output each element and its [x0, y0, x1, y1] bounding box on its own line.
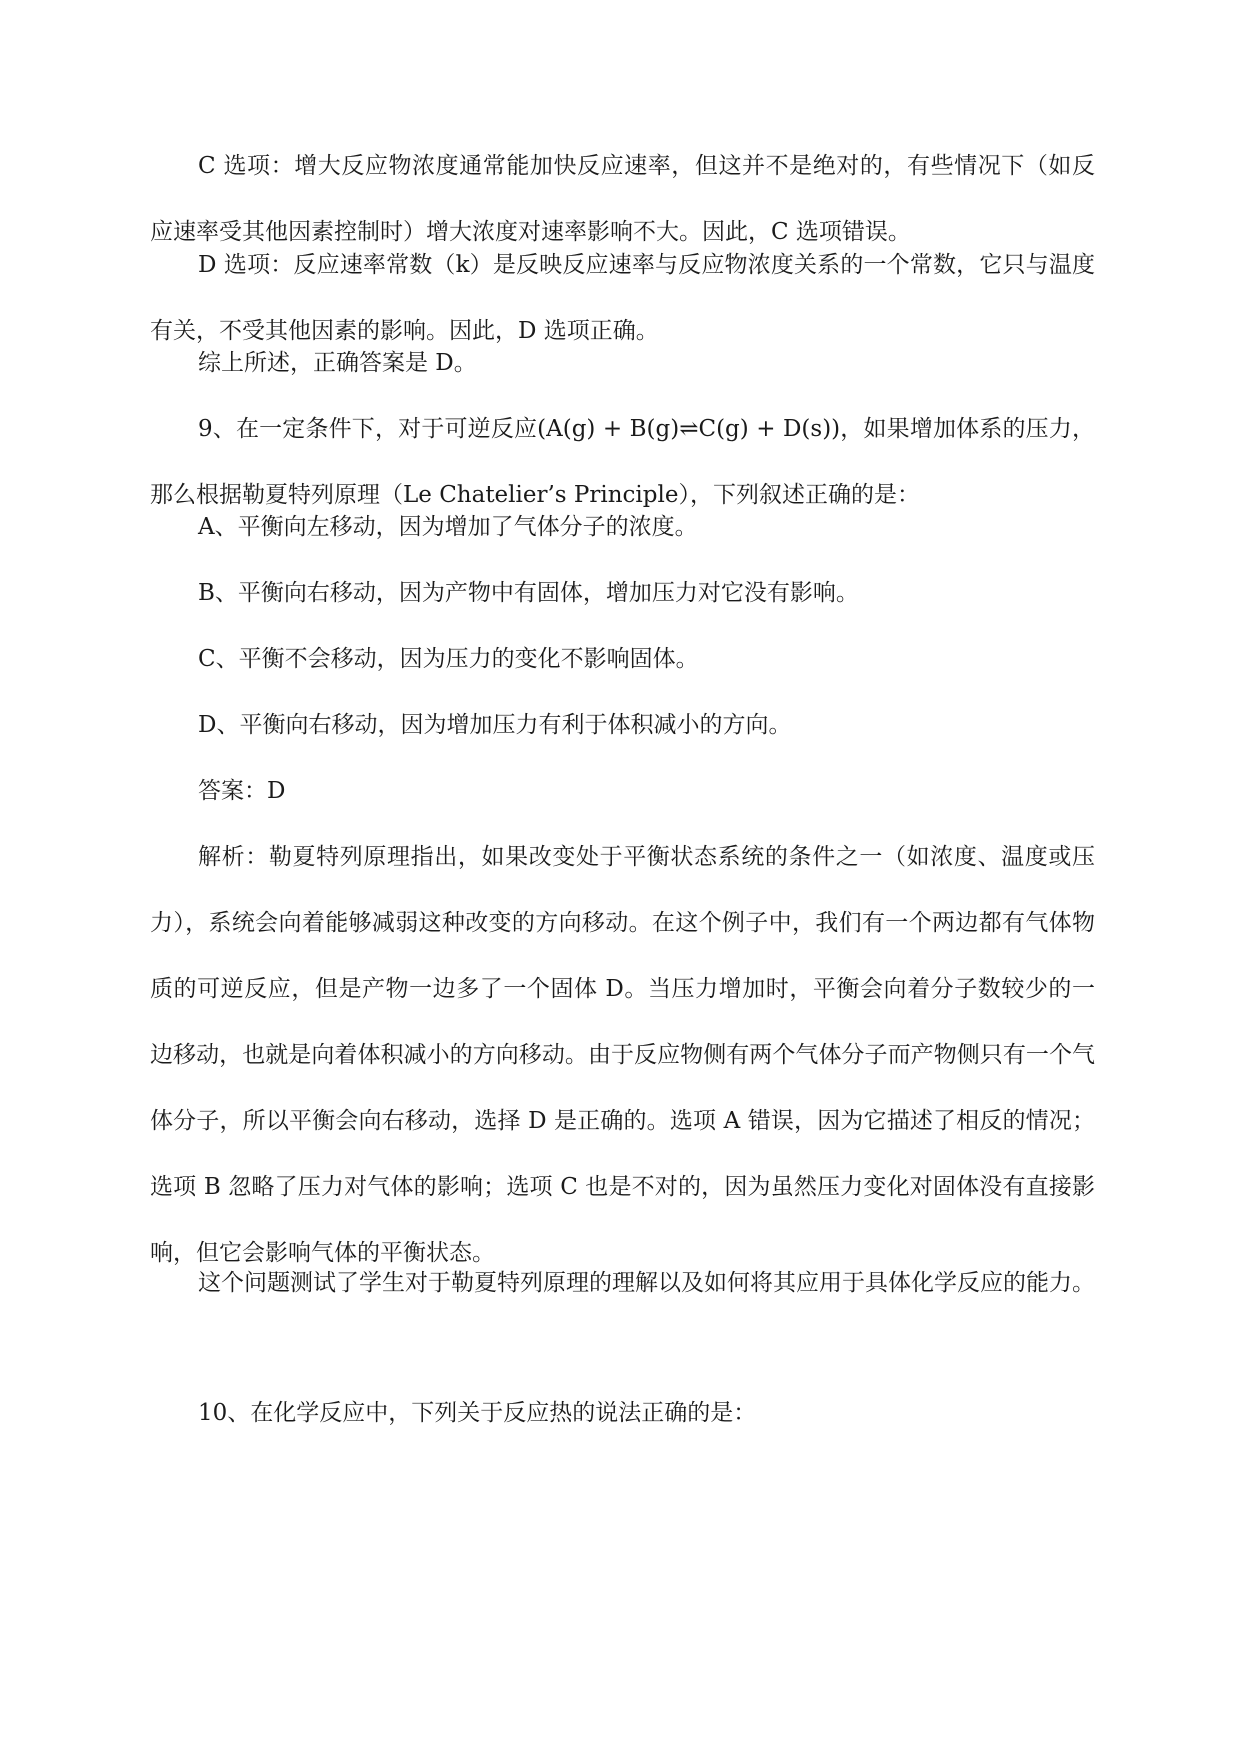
- question-9-stem: 9、在一定条件下，对于可逆反应(A(g) + B(g)⇌C(g) + D(s))，如果增加体系的压力，那么根据勒夏特列原理（Le Chatelier’s Principle），下列叙述正确的是：: [150, 416, 1095, 508]
- question-9-analysis: 解析：勒夏特列原理指出，如果改变处于平衡状态系统的条件之一（如浓度、温度或压力），系统会向着能够减弱这种改变的方向移动。在这个例子中，我们有一个两边都有气体物质的可逆反应，但是产物一边多了一个固体 D。当压力增加时，平衡会向着分子数较少的一边移动，也就是向着体积减小的方向移动。由于反应物侧有两个气体分子而产物侧只有一个气体分子，所以平衡会向右移动，选择 D 是正确的。选项 A 错误，因为它描述了相反的情况；选项 B 忽略了压力对气体的影响；选项 C 也是不对的，因为虽然压力变化对固体没有直接影响，但它会影响气体的平衡状态。: [150, 844, 1095, 1266]
- question-9-note: 这个问题测试了学生对于勒夏特列原理的理解以及如何将其应用于具体化学反应的能力。: [198, 1270, 1095, 1296]
- question-9-option-a: A、平衡向左移动，因为增加了气体分子的浓度。: [198, 514, 698, 540]
- paragraph-option-d-explanation: D 选项：反应速率常数（k）是反映反应速率与反应物浓度关系的一个常数，它只与温度有关，不受其他因素的影响。因此，D 选项正确。: [150, 252, 1095, 344]
- question-10-stem: 10、在化学反应中，下列关于反应热的说法正确的是：: [198, 1400, 757, 1426]
- paragraph-summary: 综上所述，正确答案是 D。: [198, 350, 477, 376]
- paragraph-option-c-explanation: C 选项：增大反应物浓度通常能加快反应速率，但这并不是绝对的，有些情况下（如反应速率受其他因素控制时）增大浓度对速率影响不大。因此，C 选项错误。: [150, 153, 1095, 245]
- question-9-option-c: C、平衡不会移动，因为压力的变化不影响固体。: [198, 646, 699, 672]
- question-9-answer: 答案：D: [198, 778, 286, 804]
- question-9-option-d: D、平衡向右移动，因为增加压力有利于体积减小的方向。: [198, 712, 792, 738]
- question-9-option-b: B、平衡向右移动，因为产物中有固体，增加压力对它没有影响。: [198, 580, 859, 606]
